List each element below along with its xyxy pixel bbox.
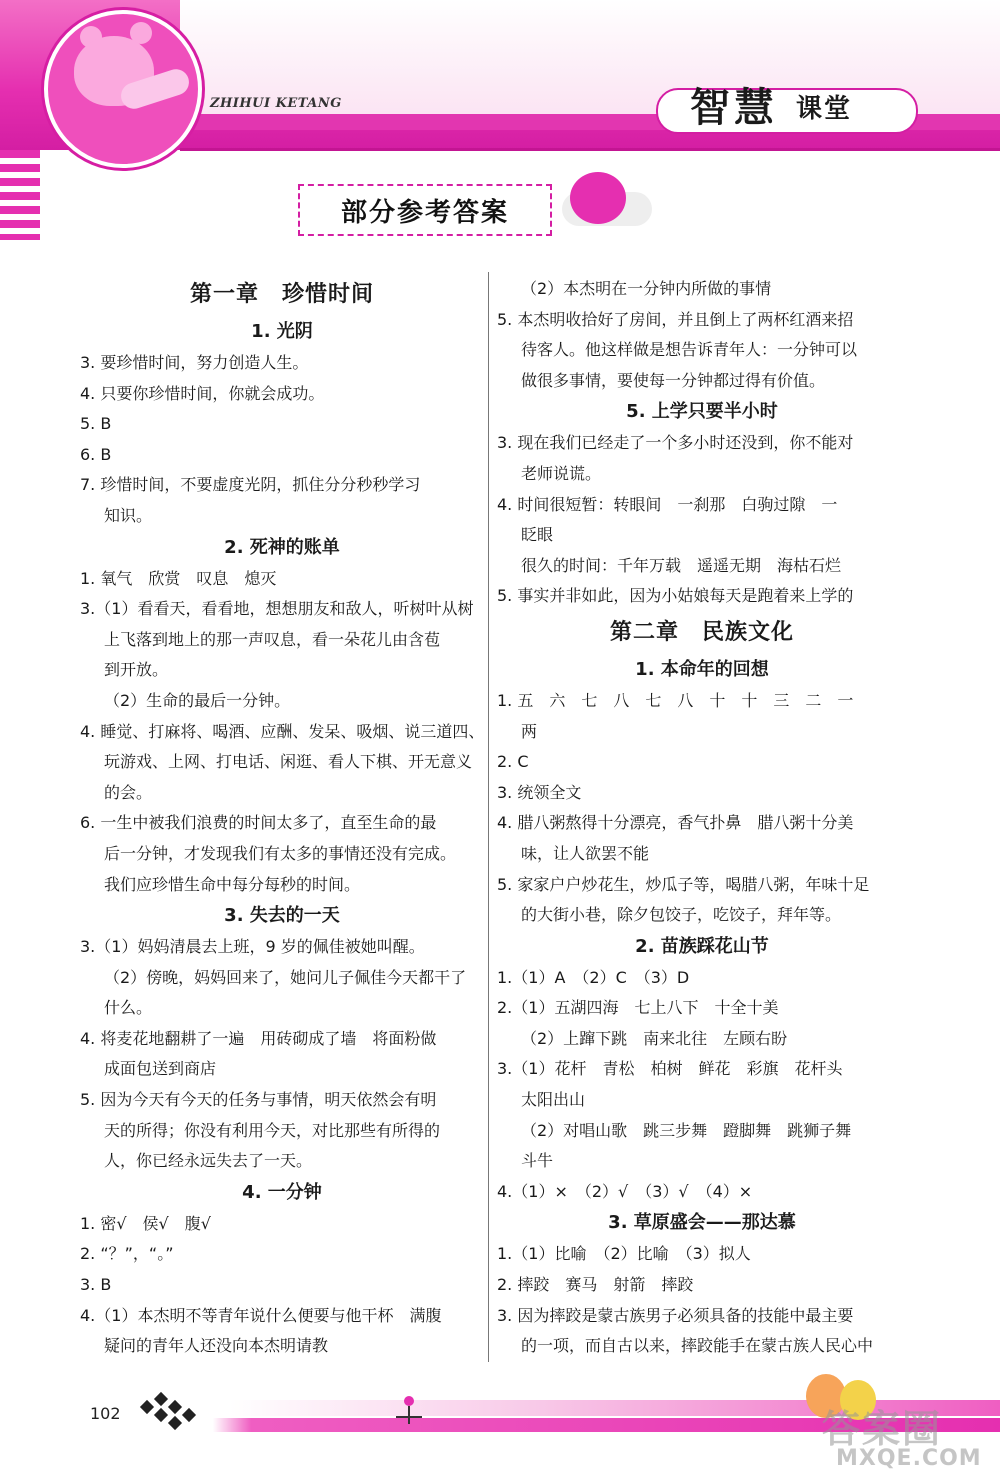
section-heading: 1. 光阴 [251,321,313,342]
answer-line: 3.（1）花杆 青松 柏树 鲜花 彩旗 花杆头 [497,1059,843,1079]
answer-line-continued: 斗牛 [521,1151,554,1171]
answer-line: 3. 因为摔跤是蒙古族男子必须具备的技能中最主要 [497,1305,854,1325]
answer-line-continued: 什么。 [104,998,153,1018]
answer-title-box [298,184,552,236]
answer-line-continued: 到开放。 [104,660,169,680]
answer-line-continued: （2）傍晚，妈妈回来了，她问儿子佩佳今天都干了 [104,967,467,987]
answer-line: 4. 将麦花地翻耕了一遍 用砖砌成了墙 将面粉做 [80,1028,437,1048]
answer-line: 3. 统领全文 [497,782,582,802]
answer-line: 6. 一生中被我们浪费的时间太多了，直至生命的最 [80,813,437,833]
answer-line-continued: 上飞落到地上的那一声叹息，看一朵花儿由含苞 [104,629,441,649]
answer-line-continued: （2）生命的最后一分钟。 [104,690,291,710]
answer-line: 1.（1）比喻 （2）比喻 （3）拟人 [497,1244,751,1264]
answer-line: 4. 时间很短暂：转眼间 一刹那 白驹过隙 一 [497,494,838,514]
answer-line: 2. C [497,752,529,772]
answer-line: 1. 五 六 七 八 七 八 十 十 三 二 一 [497,690,854,710]
answer-line: 4.（1）本杰明不等青年说什么便要与他干杯 满腹 [80,1305,442,1325]
answer-line: 3. 要珍惜时间，努力创造人生。 [80,353,309,372]
answer-line-continued: 的会。 [104,782,153,802]
answer-line: 2.（1）五湖四海 七上八下 十全十美 [497,998,779,1018]
answer-line-continued: 两 [521,721,538,741]
bear-icon [570,172,626,224]
answer-line-continued: 知识。 [104,505,153,525]
answer-line: 5. 因为今天有今天的任务与事情，明天依然会有明 [80,1090,437,1110]
answer-line: 6. B [80,444,112,464]
left-stripes-decoration [0,150,40,240]
answer-line: 3. 现在我们已经走了一个多小时还没到，你不能对 [497,433,854,453]
pin-icon [396,1396,422,1426]
answer-line: 3.（1）妈妈清晨去上班，9 岁的佩佳被她叫醒。 [80,937,425,957]
answer-line-continued: 太阳出山 [521,1090,586,1110]
section-heading: 5. 上学只要半小时 [626,401,778,423]
answer-line-continued: 味，让人欲罢不能 [521,843,650,863]
brand-english: ZHIHUI KETANG [210,96,342,111]
answer-line-continued: 疑问的青年人还没向本杰明请教 [104,1336,329,1356]
answer-line-continued: 眨眼 [521,525,554,545]
answer-line-continued: 很久的时间：千年万载 遥遥无期 海枯石烂 [521,555,842,575]
section-heading: 3. 失去的一天 [224,905,340,927]
chapter-heading: 第二章 民族文化 [609,619,794,645]
answer-line: 4.（1）× （2）√ （3）√ （4）× [497,1181,753,1201]
answer-line-continued: 的一项，而自古以来，摔跤能手在蒙古族人民心中 [521,1336,874,1356]
answer-line: 5. 本杰明收拾好了房间，并且倒上了两杯红酒来招 [497,309,854,329]
answer-line: 4. 腊八粥熬得十分漂亮，香气扑鼻 腊八粥十分美 [497,813,854,833]
chapter-heading: 第一章 珍惜时间 [189,282,374,307]
answer-line: 3.（1）看看天，看看地，想想朋友和敌人，听树叶从树 [80,599,474,619]
answer-line: 1. 密√ 侯√ 腹√ [80,1213,211,1233]
answer-line-continued: （2）本杰明在一分钟内所做的事情 [521,279,772,298]
answer-line-continued: 人，你已经永远失去了一天。 [104,1151,313,1171]
section-heading: 4. 一分钟 [242,1181,322,1203]
watermark-text: 答案圈 [822,1407,943,1451]
column-divider [488,272,489,1362]
answer-line-continued: （2）上蹿下跳 南来北往 左顾右盼 [521,1028,788,1048]
answer-line: 1. 氧气 欣赏 叹息 熄灭 [80,568,277,588]
answer-line-continued: 待客人。他这样做是想告诉青年人：一分钟可以 [521,340,858,360]
answer-line-continued: （2）对唱山歌 跳三步舞 蹬脚舞 跳狮子舞 [521,1120,852,1140]
answer-line: 2. “？”，“。” [80,1244,174,1264]
answer-line: 5. B [80,414,112,434]
header-divider [180,148,1000,151]
answer-line-continued: 做很多事情，要使每一分钟都过得有价值。 [521,370,826,390]
answer-line-continued: 老师说谎。 [521,463,602,483]
answer-line: 1.（1）A （2）C （3）D [497,967,690,987]
answer-line-continued: 天的所得；你没有利用今天，对比那些有所得的 [104,1120,441,1140]
answer-line-continued: 的大街小巷，除夕包饺子，吃饺子，拜年等。 [521,905,842,925]
page-title: 部分参考答案 [340,197,509,228]
answer-line: 5. 事实并非如此，因为小姑娘每天是跑着来上学的 [497,586,854,606]
answer-line: 2. 摔跤 赛马 射箭 摔跤 [497,1275,694,1295]
answer-line-continued: 成面包送到商店 [104,1059,217,1079]
right-column [497,274,907,1362]
section-heading: 3. 草原盛会——那达慕 [608,1212,796,1234]
answer-line: 4. 睡觉、打麻将、喝酒、应酬、发呆、吸烟、说三道四、 [80,721,485,741]
answer-line: 5. 家家户户炒花生，炒瓜子等，喝腊八粥，年味十足 [497,874,870,894]
answer-line: 4. 只要你珍惜时间，你就会成功。 [80,383,325,403]
answer-line-continued: 后一分钟，才发现我们有太多的事情还没有完成。 [104,843,457,863]
page-number: 102 [90,1404,121,1423]
brand-chinese-small: 课堂 [796,94,853,124]
section-heading: 2. 苗族踩花山节 [635,935,769,957]
answer-line: 7. 珍惜时间，不要虚度光阴，抓住分分秒秒学习 [80,475,421,495]
left-column [80,274,484,1362]
watermark-url: MXQE.COM [836,1446,982,1471]
section-heading: 2. 死神的账单 [224,536,340,558]
answer-line-continued: 玩游戏、上网、打电话、闲逛、看人下棋、开无意义 [104,752,473,772]
brand-chinese-big: 智慧 [690,84,778,131]
answer-line-continued: 我们应珍惜生命中每分每秒的时间。 [104,874,361,894]
answer-line: 3. B [80,1275,112,1295]
title-bear-illustration [540,168,640,238]
section-heading: 1. 本命年的回想 [635,658,769,680]
